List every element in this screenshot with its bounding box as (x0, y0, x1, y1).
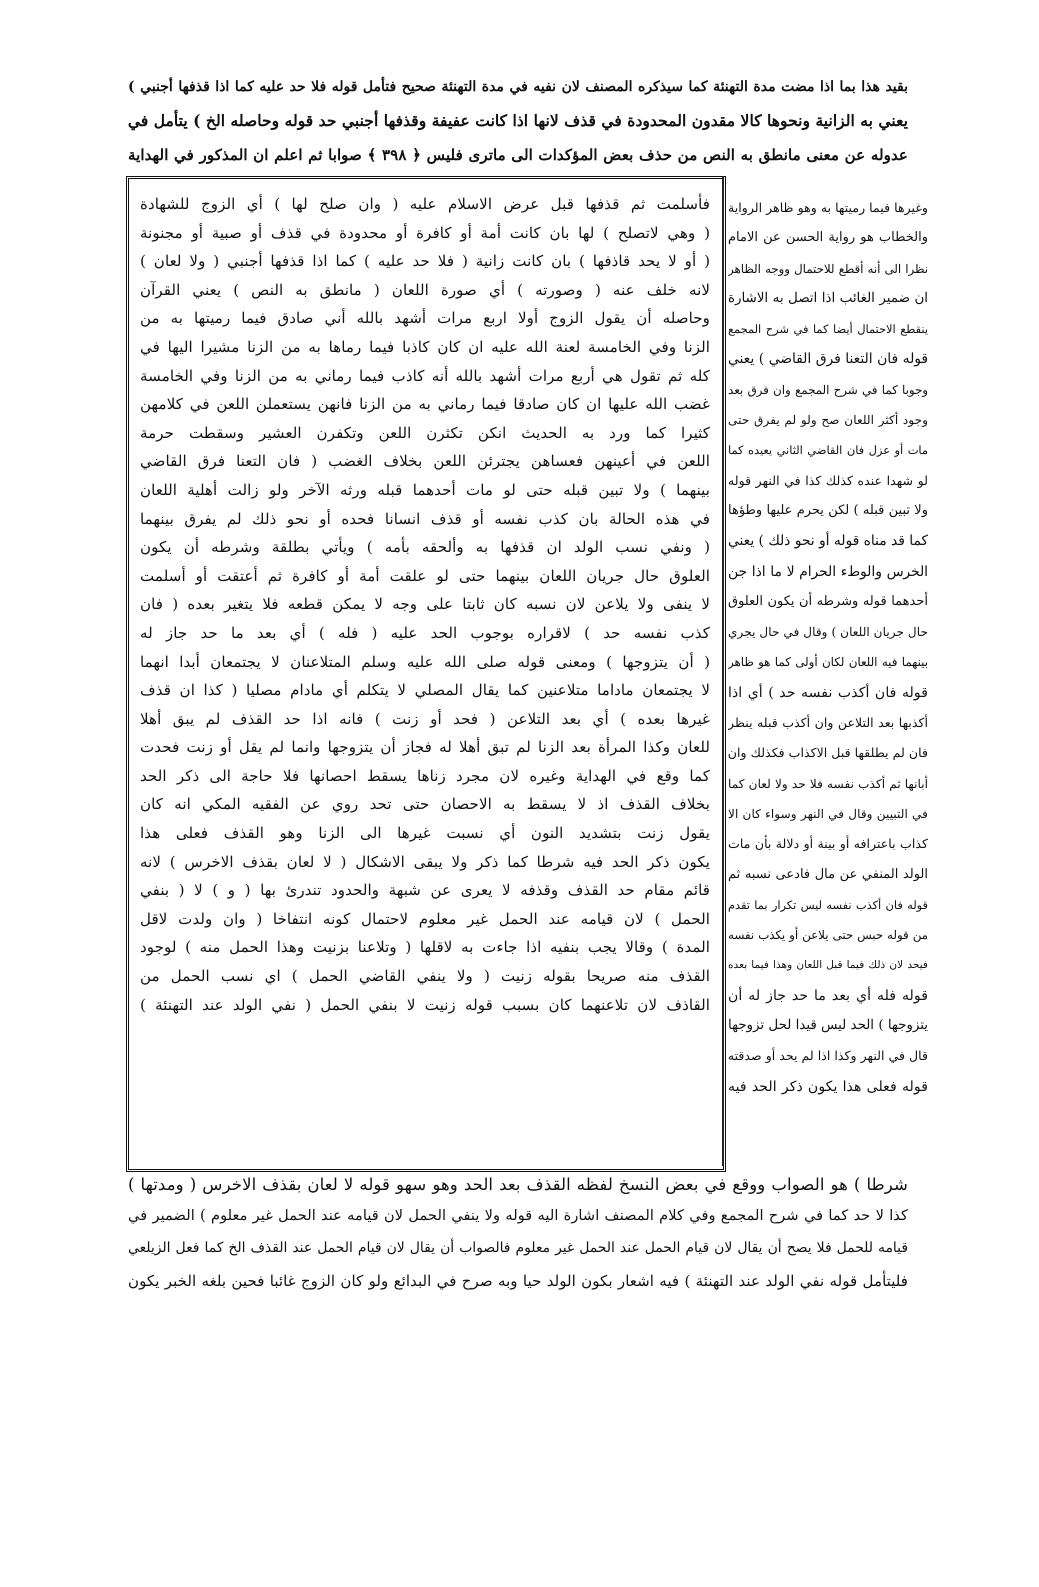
main-line: القذف منه صريحا بقوله زنيت ( ولا ينفي القاضي الحمل ) اي نسب الحمل من (140, 967, 710, 986)
main-line: في هذه الحالة بان كذب نفسه أو قذف انسانا فحده أو نحو ذلك لم يفرق بينهما (140, 509, 710, 528)
main-line: غيرها بعده ) أي بعد التلاعن ( فحد أو زنت ) فانه اذا حد القذف لم يبق أهلا (140, 709, 710, 728)
side-line: يتزوجها ) الحد ليس قيدا لحل تزوجها (728, 1018, 928, 1034)
side-line: ولا تبين قبله ) لكن يحرم عليها وطؤها (728, 502, 928, 518)
side-line: أكذبها بعد التلاعن وان أكذب قبله ينظر (728, 715, 928, 731)
side-line: من قوله حبس حتى يلاعن أو يكذب نفسه (728, 928, 928, 943)
side-line: قوله فان أكذب نفسه حد ) أي اذا (728, 684, 928, 701)
side-line: قوله فله أي بعد ما حد جاز له أن (728, 987, 928, 1004)
side-line: ان ضمير الغائب اذا اتصل به الاشارة (728, 290, 928, 306)
side-line: الخرس والوطء الحرام لا ما اذا جن (728, 563, 928, 580)
side-line: وجود أكثر اللعان صح ولو لم يفرق حتى (728, 413, 928, 428)
side-line: أبانها ثم أكذب نفسه فلا حد ولا لعان كما (728, 776, 928, 791)
side-line: في التبيين وقال في النهر وسواء كان الا (728, 806, 928, 821)
main-line: كثيرا كما ورد به الحديث انكن تكثرن اللعن وتكفرن العشير وسقطت حرمة (140, 423, 710, 442)
main-line: بخلاف القذف اذ لا يسقط به الاحصان حتى تحد روي عن الفقيه المكي انه كان (140, 795, 710, 814)
main-line: لا يجتمعان ماداما متلاعنين كما يقال المصلي لا يتكلم أي مادام مصليا ( كذا ان قذف (140, 681, 710, 700)
main-line: كذب نفسه حد ) لاقراره بوجوب الحد عليه ( فله ) أي بعد ما حد جاز له (140, 623, 710, 642)
side-line: نظرا الى أنه أقطع للاحتمال ووجه الظاهر (728, 261, 928, 276)
main-line: لا ينفى ولا يلاعن لان نسبه كان ثابتا على وجه لا يمكن قطعه فلا يتغير بعده ( فان (140, 595, 710, 614)
main-line: كما وقع في الهداية وغيره لان مجرد زناها يسقط احصانها فلا حاجة الى ذكر الحد (140, 766, 710, 785)
main-line: ( ونفي نسب الولد ان قذفها به وألحقه بأمه ) ويأتي بطلقة وشرطه أن يكون (140, 538, 710, 557)
main-line: المدة ) وقالا يجب بنفيه اذا جاءت به لاقلها ( وتلاعنا بزنيت وهذا الحمل منه ) لوجود (140, 938, 710, 957)
main-line: لانه خلف عنه ( وصورته ) أي صورة اللعان ( مانطق به النص ) يعني القرآن (140, 280, 710, 299)
main-line: غضب الله عليها ان كان صادقا فيما رماني به من الزنا فانهن يستعملن اللعن في كلامهن (140, 395, 710, 414)
footer-line: فليتأمل قوله نفي الولد عند التهنئة ) فيه اشعار بكون الولد حيا وبه صرح في البدائع ولو كان الزوج غائبا فحين بلغه الخبر يكون (128, 1271, 908, 1290)
side-line: بينهما فيه اللعان لكان أولى كما هو ظاهر (728, 655, 928, 670)
main-text-column (140, 190, 710, 1019)
side-line: فان لم يطلقها قبل الاكذاب فكذلك وان (728, 745, 928, 761)
main-line: ( وهي لاتصلح ) لها بان كانت أمة أو كافرة أو محدودة في قذف أو صبية أو مجنونة (140, 223, 710, 242)
header-commentary (128, 70, 908, 172)
side-line: وغيرها فيما رميتها به وهو ظاهر الرواية (728, 200, 928, 215)
main-line: ( أن يتزوجها ) ومعنى قوله صلى الله عليه وسلم المتلاعنان لا يجتمعان أبدا انهما (140, 652, 710, 671)
main-line: يقول زنت بتشديد النون أي نسبت غيرها الى الزنا وهو القذف فعلى هذا (140, 824, 710, 843)
side-line: قوله فان أكذب نفسه ليس تكرار بما تقدم (728, 897, 928, 912)
side-line: ينقطع الاحتمال أيضا كما في شرح المجمع (728, 322, 928, 337)
side-line: قوله فعلى هذا يكون ذكر الحد فيه (728, 1078, 928, 1095)
header-line-with-page-number: عدوله عن معنى مانطق به النص من حذف بعض المؤكدات الى ماترى فليس ﴿ ٣٩٨ ﴾ صوابا ثم اعلم ان المذكور في الهداية (128, 146, 908, 164)
header-line: يعني به الزانية ونحوها كالا مقدون المحدودة في قذف لانها اذا كانت عفيفة وقذفها أجنبي حد قوله وحاصله الخ ) يتأمل في (128, 111, 908, 130)
side-line: مات أو عزل فان القاضي الثاني يعيده كما (728, 443, 928, 458)
main-line: ( أو لا يحد قاذفها ) بان كانت زانية ( فلا حد عليه ) كما اذا قذفها أجنبي ( ولا لعان ) (140, 252, 710, 271)
side-line: كما قد مناه قوله أو نحو ذلك ) يعني (728, 533, 928, 550)
main-line: الزنا وفي الخامسة لعنة الله عليه ان كان كاذبا فيما رماها به من الزنا مشيرا اليها في (140, 337, 710, 356)
side-line: قال في النهر وكذا اذا لم يحد أو صدقته (728, 1048, 928, 1064)
main-line: العلوق حال جريان اللعان بينهما حتى لو علقت أمة أو كافرة ثم أعتقت أو أسلمت (140, 566, 710, 585)
side-line: قوله فان التعنا فرق القاضي ) يعني (728, 351, 928, 368)
main-line: القاذف لان تلاعنهما كان بسبب قوله زنيت لا بنفي الحمل ( نفي الولد عند التهنئة ) (140, 995, 710, 1014)
main-line: الحمل ) لان قيامه عند الحمل غير معلوم لاحتمال كونه انتفاخا ( وان ولدت لاقل (140, 909, 710, 928)
side-line: فيحد لان ذلك فيما قبل اللعان وهذا فيما بعده (728, 959, 928, 972)
side-line: كذاب باعترافه أو بينة أو دلالة بأن مات (728, 836, 928, 852)
footer-line: قيامه للحمل فلا يصح أن يقال لان قيام الحمل عند الحمل غير معلوم فالصواب أن يقال لان قيام الحمل عند القذف الخ كما فعل الزيلعي (128, 1240, 908, 1257)
footer-line: كذا لا حد كما في شرح المجمع وفي كلام المصنف اشارة اليه قوله ولا ينفي الحمل لان قيامه عند الحمل غير معلوم ) الضمير في (128, 1207, 908, 1225)
main-line: فأسلمت ثم قذفها قبل عرض الاسلام عليه ( وان صلح لها ) أي الزوج للشهادة (140, 195, 710, 213)
footer-commentary (128, 1168, 908, 1297)
marginal-commentary-column (728, 193, 928, 1102)
side-line: لو شهدا عنده كذلك كذا في النهر قوله (728, 472, 928, 488)
header-line: بقيد هذا بما اذا مضت مدة التهنئة كما سيذكره المصنف لان نفيه في مدة التهنئة صحيح فتأمل قوله فلا حد عليه كما اذا قذفها أجنبي ) (128, 79, 908, 95)
footer-line: شرطا ) هو الصواب ووقع في بعض النسخ لفظه القذف بعد الحد وهو سهو قوله لا لعان بقذف الاخرس ( ومدتها ) (128, 1174, 908, 1194)
side-line: وجوبا كما في شرح المجمع وان فرق بعد (728, 382, 928, 397)
main-line: وحاصله أن يقول الزوج أولا اربع مرات أشهد بالله أني صادق فيما رميتها به من (140, 309, 710, 328)
side-line: والخطاب هو رواية الحسن عن الامام (728, 230, 928, 246)
side-line: أحدهما قوله وشرطه أن يكون العلوق (728, 593, 928, 609)
main-line: يكون ذكر الحد فيه شرطا كما ذكر ولا يبقى الاشكال ( لا لعان بقذف الاخرس ) لانه (140, 852, 710, 871)
main-line: قائم مقام حد القذف وقذفه لا يعرى عن شبهة والحدود تندرئ بها ( و ) لا ( بنفي (140, 881, 710, 900)
main-line: بينهما ) ولا تبين قبله حتى لو مات أحدهما قبله ورثه الآخر ولو زالت أهلية اللعان (140, 480, 710, 499)
side-line: الولد المنفي عن مال فادعى نسبه ثم (728, 866, 928, 882)
side-line: حال جريان اللعان ) وقال في حال يجري (728, 625, 928, 640)
column-divider (722, 176, 724, 1166)
main-line: للعان وكذا المرأة بعد الزنا لم تبق أهلا له فجاز أن يتزوجها وانما لم يقل أو زنت فحدت (140, 738, 710, 757)
main-line: اللعن في أعينهن فعساهن يجترئن اللعن بخلاف الغضب ( فان التعنا فرق القاضي (140, 452, 710, 471)
main-line: كله ثم تقول هي أربع مرات أشهد بالله أنه كاذب فيما رماني به من الزنا وفي الخامسة (140, 366, 710, 385)
